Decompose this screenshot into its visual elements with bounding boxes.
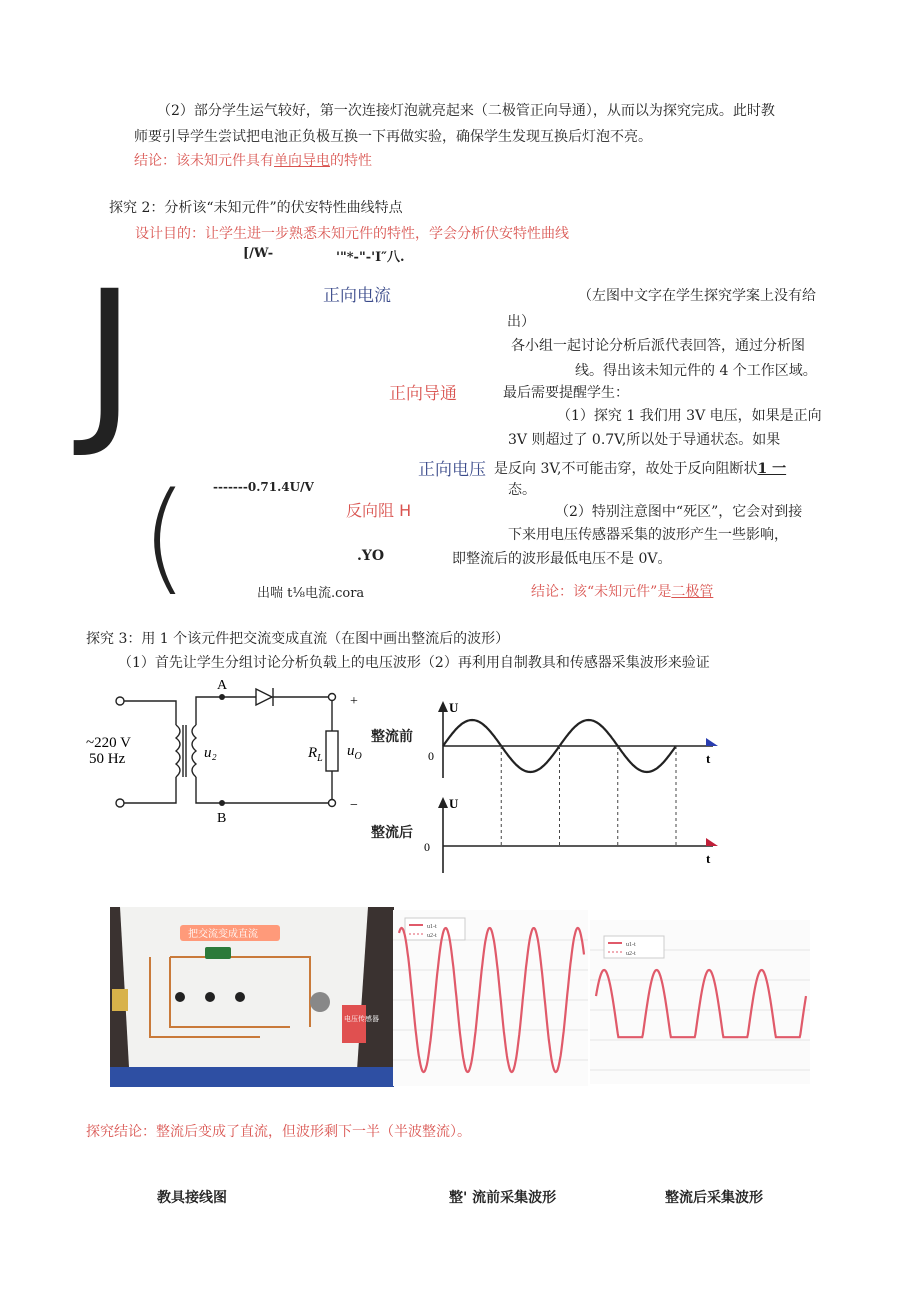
u2-label: u₂ xyxy=(204,745,217,761)
right-line-3: 各小组一起讨论分析后派代表回答，通过分析图 xyxy=(511,338,805,354)
explore-3-steps: （1）首先让学生分组讨论分析负载上的电压波形（2）再利用自制教具和传感器采集波形来验证 xyxy=(118,655,710,671)
conclusion-2-keyword: 二极管 xyxy=(671,584,714,600)
axis-u-bottom: U xyxy=(449,796,459,811)
label-reverse-block: 反向阻 H xyxy=(346,501,412,520)
minus-terminal: − xyxy=(350,798,358,813)
node-a-dot xyxy=(219,694,225,700)
label-yo: .YO xyxy=(357,548,385,564)
right-line-5: 最后需要提醒学生： xyxy=(503,385,629,401)
caption-after-wave: 整流后采集波形 xyxy=(665,1190,763,1206)
right-line-12: 即整流后的波形最低电压不是 0V。 xyxy=(452,551,672,567)
conclusion-2 xyxy=(531,581,713,601)
waveform-after-photo xyxy=(590,920,810,1084)
right-line-6: （1）探究 1 我们用 3V 电压，如果是正向 xyxy=(557,408,822,424)
label-forward-voltage: 正向电压 xyxy=(418,460,486,480)
plug xyxy=(112,989,128,1011)
uo-label: $u_O$ xyxy=(347,743,362,762)
teaching-aid-photo xyxy=(110,907,394,1087)
explore-3-conclusion: 探究结论：整流后变成了直流，但波形剩下一半（半波整流）。 xyxy=(86,1124,471,1140)
before-rectify-label: 整流前 xyxy=(371,730,413,745)
explore-2-title: 探究 2：分析该“未知元件”的伏安特性曲线特点 xyxy=(109,200,403,216)
axis-t-bottom: t xyxy=(706,851,711,866)
right-line-1: （左图中文字在学生探究学案上没有给 xyxy=(578,288,816,304)
graph-big-glyph: J xyxy=(83,253,137,462)
right-line-8-text: 是反向 3V,不可能击穿，故处于反向阻断状 xyxy=(494,461,758,477)
source-frequency-label: 50 Hz xyxy=(89,751,126,767)
right-line-8 xyxy=(494,458,786,478)
zero-top: 0 xyxy=(428,749,434,763)
rectifier-circuit-diagram xyxy=(86,675,376,825)
ocr-garble-1: [/W- xyxy=(243,246,274,261)
conclusion-1-keyword: 单向导电 xyxy=(274,153,330,169)
caption-teaching-aid: 教具接线图 xyxy=(157,1190,227,1206)
conclusion-2-pre: 结论：该“未知元件”是 xyxy=(531,584,672,600)
waveform-before-photo xyxy=(393,910,588,1086)
right-line-2: 出） xyxy=(507,314,535,330)
legend-2-after: u2-t xyxy=(626,951,636,957)
right-line-9: 态。 xyxy=(508,482,536,498)
plus-terminal: + xyxy=(350,694,358,709)
diode-part xyxy=(205,947,231,959)
sensor-box xyxy=(342,1005,366,1043)
node-b-dot xyxy=(219,800,225,806)
paragraph-2-line-1: （2）部分学生运气较好，第一次连接灯泡就亮起来（二极管正向导通），从而以为探究完成。此时教 xyxy=(157,103,775,119)
t-axis-arrow-top xyxy=(706,738,718,746)
waveform-sketch xyxy=(368,698,728,874)
conclusion-1 xyxy=(134,150,372,170)
legend-1: u1-t xyxy=(427,924,437,930)
conclusion-1-post: 的特性 xyxy=(330,153,372,169)
axis-t-top: t xyxy=(706,751,711,766)
after-rectify-label: 整流后 xyxy=(371,826,413,841)
right-line-10: （2）特别注意图中“死区”，它会对到接 xyxy=(555,504,803,520)
rl-label: $R_L$ xyxy=(308,745,323,764)
axis-u-top: U xyxy=(449,700,459,715)
source-voltage-label: ~220 V xyxy=(86,735,131,751)
ocr-garble-2: '"*-"-'I″八. xyxy=(336,250,405,265)
label-voltage-axis: -------0.71.4U/V xyxy=(213,480,314,494)
legend-2: u2-t xyxy=(427,933,437,939)
label-bottom-current: 出喘 t⅛电流.cora xyxy=(257,586,365,601)
t-axis-arrow-bottom xyxy=(706,838,718,846)
node-b-label: B xyxy=(217,811,227,825)
right-line-4: 线。得出该未知元件的 4 个工作区域。 xyxy=(575,363,817,379)
explore-2-purpose: 设计目的：让学生进一步熟悉未知元件的特性，学会分析伏安特性曲线 xyxy=(135,226,569,242)
node-a-label: A xyxy=(217,678,228,693)
paragraph-2-line-2: 师要引导学生尝试把电池正负极互换一下再做实验，确保学生发现互换后灯泡不亮。 xyxy=(134,129,652,145)
period-guides xyxy=(501,746,676,848)
right-line-8-blank: 1 一 xyxy=(757,461,787,477)
label-forward-conduct: 正向导通 xyxy=(389,384,457,404)
right-line-11: 下来用电压传感器采集的波形产生一些影响， xyxy=(508,527,788,543)
graph-paren-glyph: ( xyxy=(141,468,188,607)
right-line-7: 3V 则超过了 0.7V,所以处于导通状态。如果 xyxy=(508,432,781,448)
conclusion-1-pre: 结论：该未知元件具有 xyxy=(134,153,274,169)
explore-3-title: 探究 3：用 1 个该元件把交流变成直流（在图中画出整流后的波形） xyxy=(86,631,510,647)
sensor-tag: 电压传感器 xyxy=(344,1015,379,1023)
board-title: 把交流变成直流 xyxy=(188,929,258,940)
caption-before-wave: 整' 流前采集波形 xyxy=(449,1190,557,1206)
legend-1-after: u1-t xyxy=(626,942,636,948)
bulb-socket xyxy=(310,992,330,1012)
zero-bottom: 0 xyxy=(424,840,430,854)
label-forward-current: 正向电流 xyxy=(323,286,391,306)
